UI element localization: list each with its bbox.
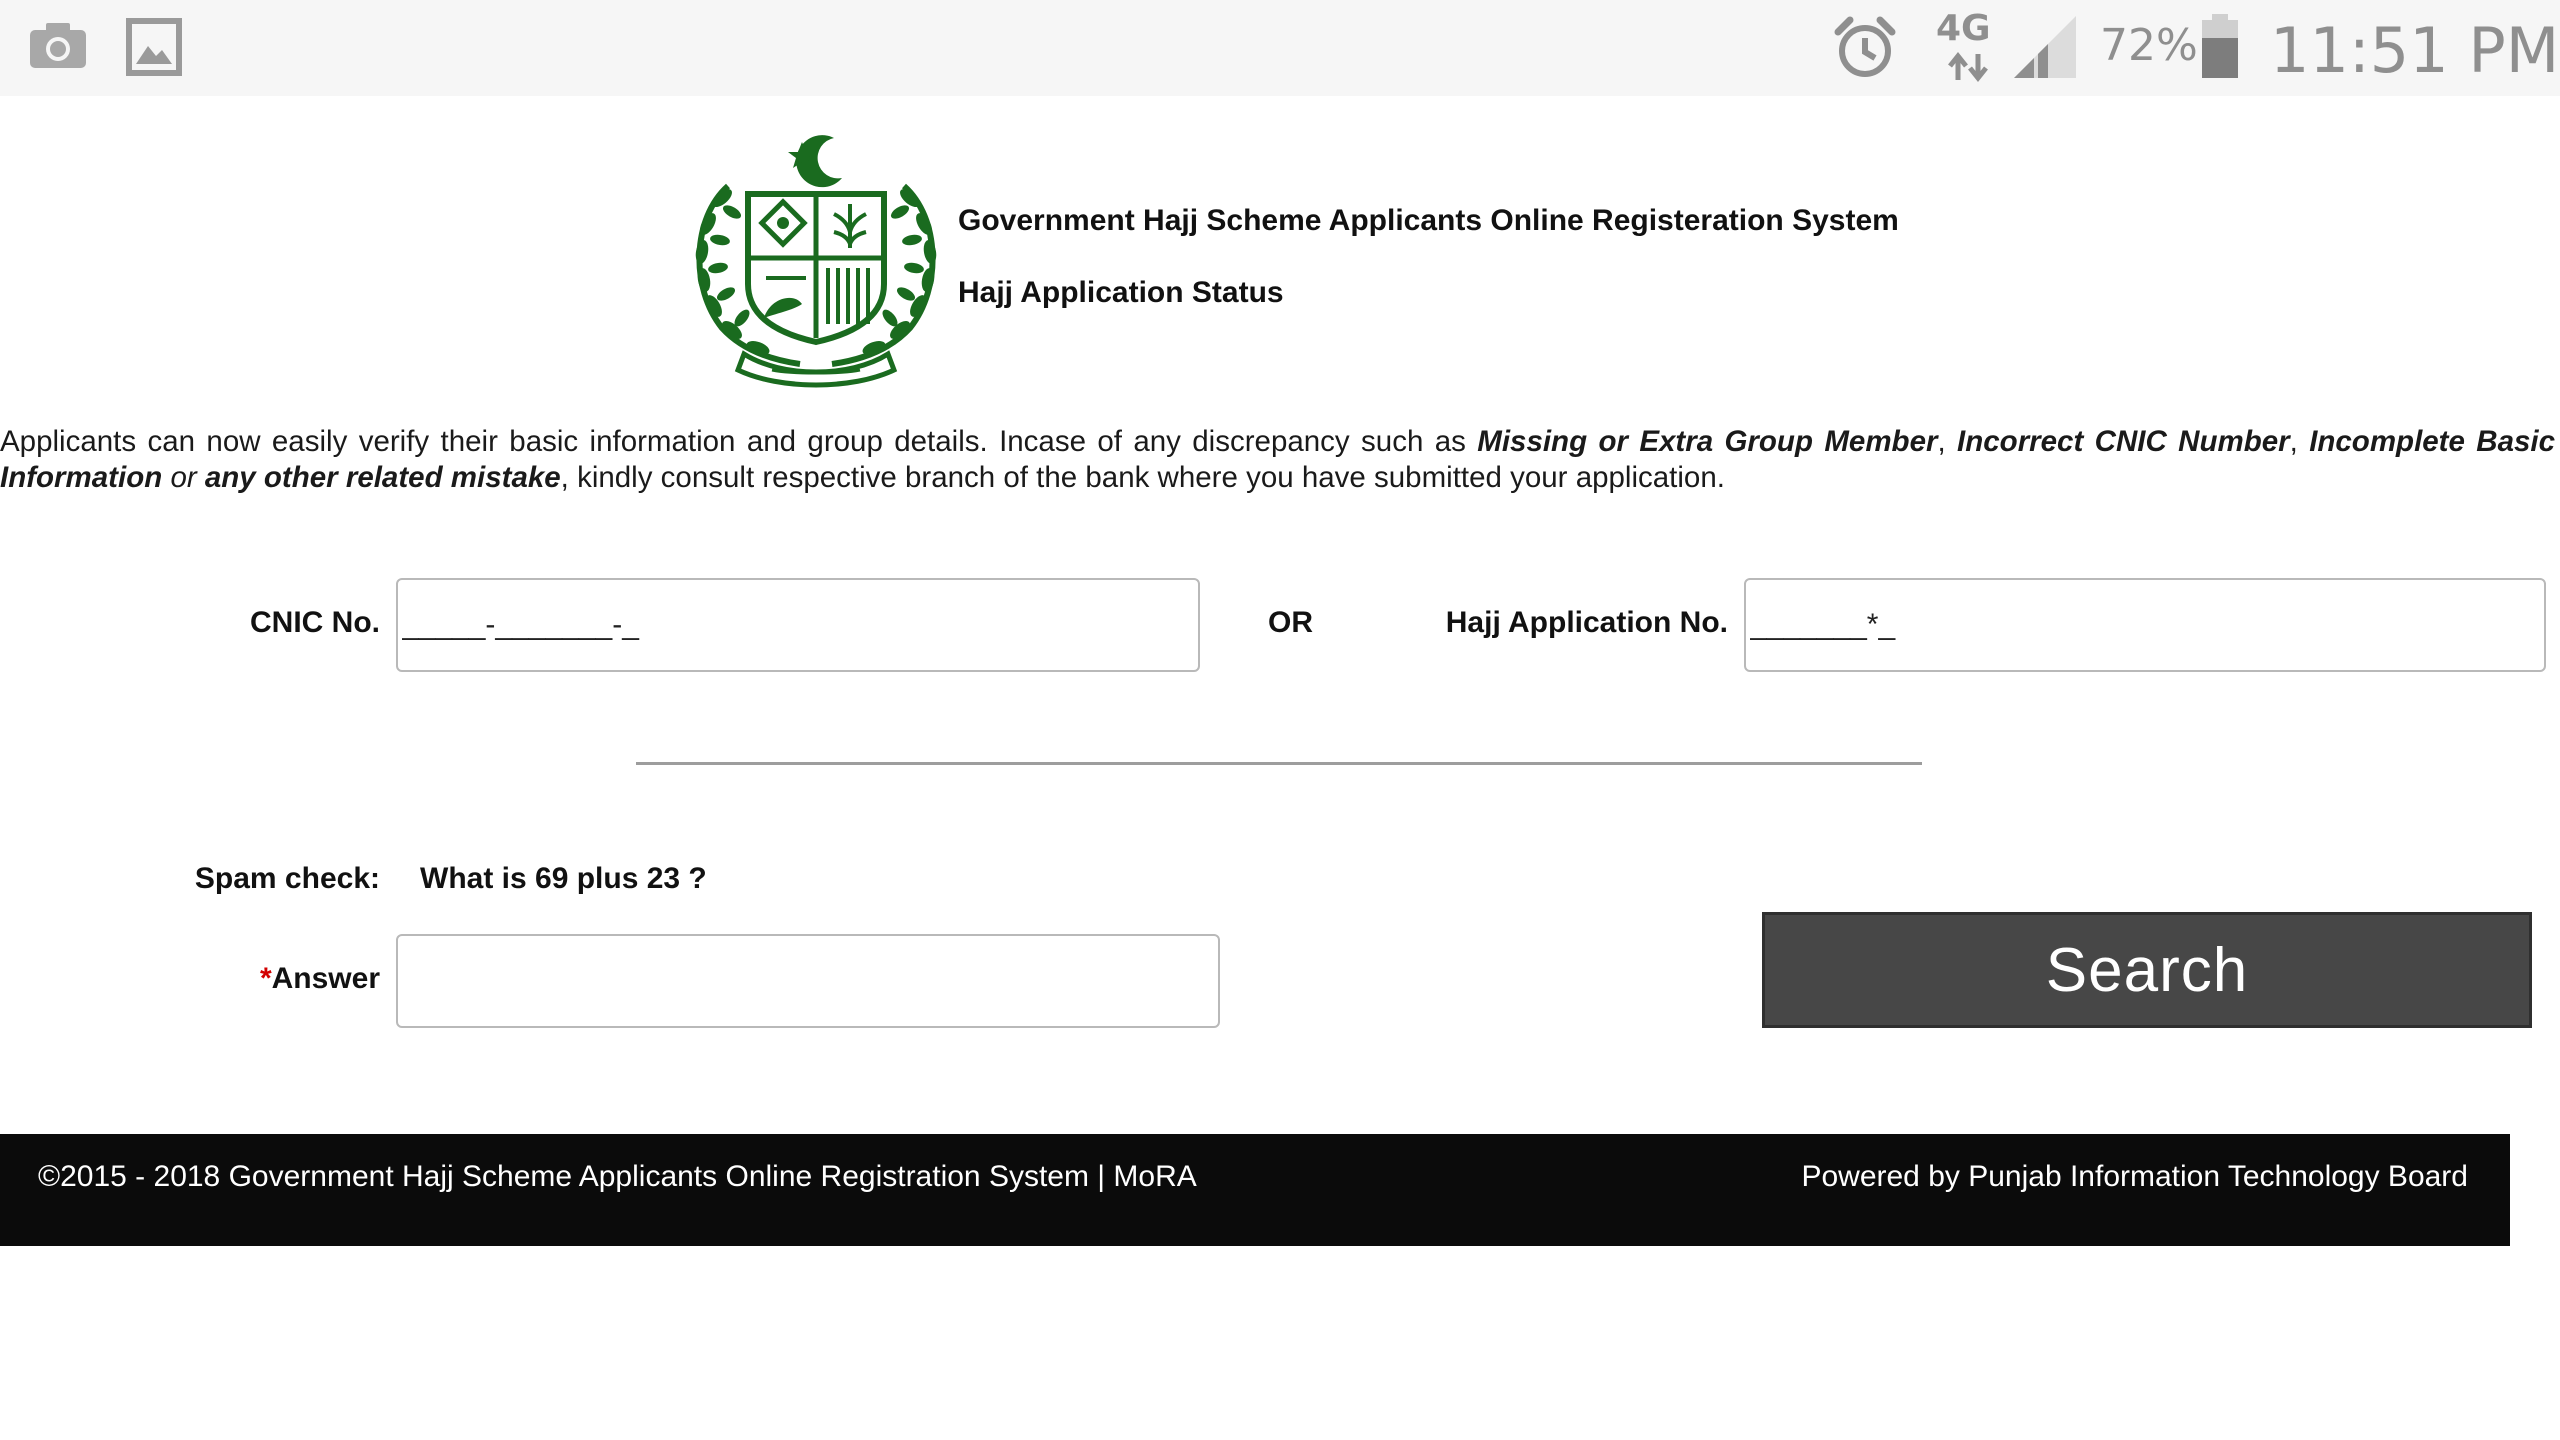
- cnic-label: CNIC No.: [250, 606, 380, 639]
- network-arrows-icon: [1946, 52, 1990, 82]
- intro-emphasis: any other related mistake: [204, 461, 561, 494]
- intro-emphasis: Incomplete Basic Information: [0, 425, 2556, 494]
- spam-check-label: Spam check:: [194, 862, 380, 895]
- intro-emphasis: Missing or Extra Group Member: [1477, 425, 1938, 458]
- network-4g-icon: 4G: [1936, 8, 1991, 49]
- gallery-icon: [126, 18, 182, 76]
- page-title: Government Hajj Scheme Applicants Online Registeration System: [958, 204, 1899, 237]
- cnic-input[interactable]: [396, 578, 1200, 672]
- footer-copyright: ©2015 - 2018 Government Hajj Scheme Applicants Online Registration System | MoRA: [38, 1160, 1197, 1193]
- battery-icon: [2200, 14, 2240, 80]
- intro-text: Applicants can now easily verify their basic information and group details. Incase of any discrepancy such as: [0, 425, 1478, 458]
- intro-emphasis: Incorrect CNIC Number: [1957, 425, 2290, 458]
- signal-icon: [2012, 14, 2078, 80]
- hajj-application-label: Hajj Application No.: [1445, 606, 1728, 639]
- or-label: OR: [1268, 606, 1313, 639]
- clock-time: 11:51 PM: [2270, 14, 2560, 87]
- divider: [636, 762, 1922, 765]
- footer-powered-by: Powered by Punjab Information Technology Board: [1801, 1160, 2468, 1193]
- answer-input[interactable]: [396, 934, 1220, 1028]
- page-subtitle: Hajj Application Status: [958, 276, 1284, 309]
- battery-percent: 72%: [2100, 20, 2198, 71]
- status-bar: [0, 0, 2560, 96]
- spam-question: What is 69 plus 23 ?: [420, 862, 707, 895]
- hajj-application-input[interactable]: [1744, 578, 2546, 672]
- state-emblem-logo: [682, 128, 950, 392]
- camera-icon: [28, 20, 88, 70]
- search-button[interactable]: Search: [1762, 912, 2532, 1028]
- alarm-icon: [1832, 14, 1898, 80]
- required-marker: *: [259, 962, 272, 995]
- intro-separator: ,: [2289, 425, 2310, 458]
- answer-label: [260, 962, 380, 996]
- answer-label-text: Answer: [271, 962, 380, 995]
- intro-or: or: [162, 461, 205, 494]
- intro-text: , kindly consult respective branch of the bank where you have submitted your application.: [560, 461, 1725, 494]
- intro-paragraph: [0, 424, 2555, 496]
- intro-separator: ,: [1937, 425, 1958, 458]
